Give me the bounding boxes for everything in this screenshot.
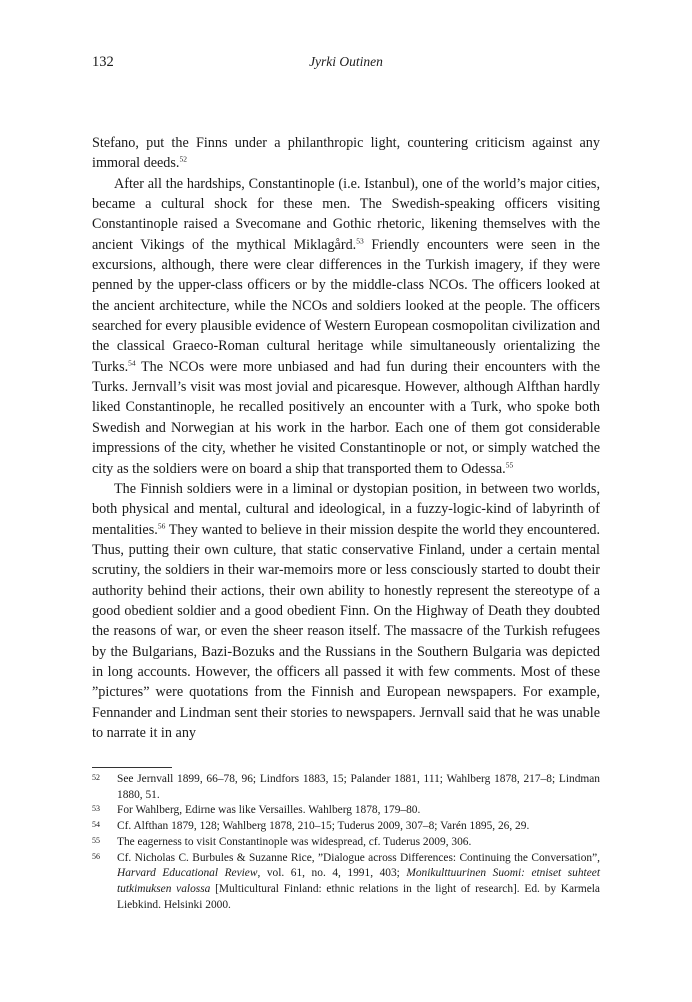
footnote: [92, 835, 600, 851]
paragraph: [92, 174, 600, 479]
footnote-number: 55: [92, 835, 100, 845]
footnote-reference[interactable]: 53: [356, 236, 364, 246]
footnote-number: 52: [92, 773, 100, 782]
footnote-text: [117, 851, 600, 914]
text-run: The Finnish soldiers were in a liminal or dystopian position, in between two worlds, both physical and mental, cultural and ideological, in a fuzzy-logic-kind of labyrinth of mentalities.: [92, 480, 600, 538]
footnote: [92, 819, 600, 835]
footnote-reference[interactable]: 55: [505, 459, 514, 469]
running-title: Jyrki Outinen: [309, 54, 383, 69]
footnote: [92, 851, 600, 914]
text-run: Cf. Nicholas C. Burbules & Suzanne Rice, ”Dialogue across Differences: Continuing the Conversation”,: [117, 851, 600, 864]
text-run: Stefano, put the Finns under a philanthropic light, countering criticism against any immoral deeds.: [92, 135, 600, 172]
footnote: [92, 772, 600, 803]
footnote-number: 54: [92, 820, 100, 830]
text-run: They wanted to believe in their mission despite the world they encountered. Thus, putting their own culture, that static conservative Finland, under a certain mental scrutiny, the soldiers in their war-memoirs more or less consciously started to doubt their authority behind their actions, their own ability to honestly represent the stereotype of a good obedient soldier and a good obedient Finn. On the Highway of Death they doubted the reasons of war, or even the sheer reason itself. The massacre of the Turkish refugees by the Bulgarians, Bazi-Bozuks and the Russians in the Southern Bulgaria was depicted in long accounts. However, the officers all passed it with few comments. Most of these ”pictures” were quotations from the Finnish and European newspapers. For example, Fennander and Lindman sent their stories to newspapers. Jernvall said that he was unable to narrate it in any: [92, 521, 600, 741]
footnote-text: [117, 772, 600, 803]
text-run: The NCOs were more unbiased and had fun during their encounters with the Turks. Jernvall’s visit was most jovial and picaresque. However, although Alfthan hardly liked Constantinople, he recalled positively an encounter with a Turk, who spoke both Swedish and Norwegian at his work in the harbor. Each one of them got considerable impressions of the city, whether he visited Constantinople or not, or simply watched the city as the soldiers were on board a ship that transported them to Odessa.: [92, 358, 600, 477]
text-run: See Jernvall 1899, 66–78, 96; Lindfors 1883, 15; Palander 1881, 111; Wahlberg 1878, 217–8; Lindman 1880, 51.: [117, 773, 600, 801]
italic-title: Harvard Educational Review: [117, 867, 258, 880]
text-run: After all the hardships, Constantinople (i.e. Istanbul), one of the world’s major cities, became a cultural shock for these men. The Swedish-speaking officers visiting Constantinople raised a Svecomane and Gothic rhetoric, likening themselves with the ancient Vikings of the mythical Miklagård.: [92, 175, 600, 253]
text-run: Friendly encounters were seen in the excursions, although, there were clear differences in the Turkish imagery, if they were penned by the upper-class officers or by the middle-class NCOs. The officers looked at the ancient architecture, while the NCOs and soldiers looked at the people. The officers searched for every plausible evidence of Western European cosmopolitan civilization and the classical Graeco-Roman cultural heritage while simultaneously orientalizing the Turks.: [92, 236, 600, 375]
running-head: [92, 54, 600, 74]
footnote-number: 56: [92, 851, 100, 861]
body-text: [92, 133, 600, 743]
text-run: , vol. 61, no. 4, 1991, 403;: [257, 867, 407, 880]
paragraph: [92, 133, 600, 174]
footnote-reference[interactable]: 54: [128, 358, 136, 368]
footnote: [92, 803, 600, 819]
text-run: [Multicultural Finland: ethnic relations in the light of research]. Ed. by Karmela Liebkind. Helsinki 2000.: [117, 882, 600, 911]
footnote-text: [117, 819, 600, 835]
footnote-number: 53: [92, 804, 100, 814]
text-run: For Wahlberg, Edirne was like Versailles. Wahlberg 1878, 179–80.: [117, 804, 421, 817]
page-number: 132: [92, 54, 114, 70]
text-run: Cf. Alfthan 1879, 128; Wahlberg 1878, 210–15; Tuderus 2009, 307–8; Varén 1895, 26, 29.: [117, 820, 530, 833]
paragraph: [92, 479, 600, 743]
text-run: The eagerness to visit Constantinople was widespread, cf. Tuderus 2009, 306.: [117, 835, 472, 848]
footnote-divider: [92, 767, 172, 768]
footnote-text: [117, 803, 600, 819]
footnote-reference[interactable]: 52: [179, 154, 187, 164]
footnote-text: [117, 835, 600, 851]
italic-title: Monikulttuurinen Suomi: etniset suhteet tutkimuksen valossa: [117, 867, 600, 895]
footnote-reference[interactable]: 56: [157, 520, 166, 530]
footnotes: [92, 772, 600, 913]
